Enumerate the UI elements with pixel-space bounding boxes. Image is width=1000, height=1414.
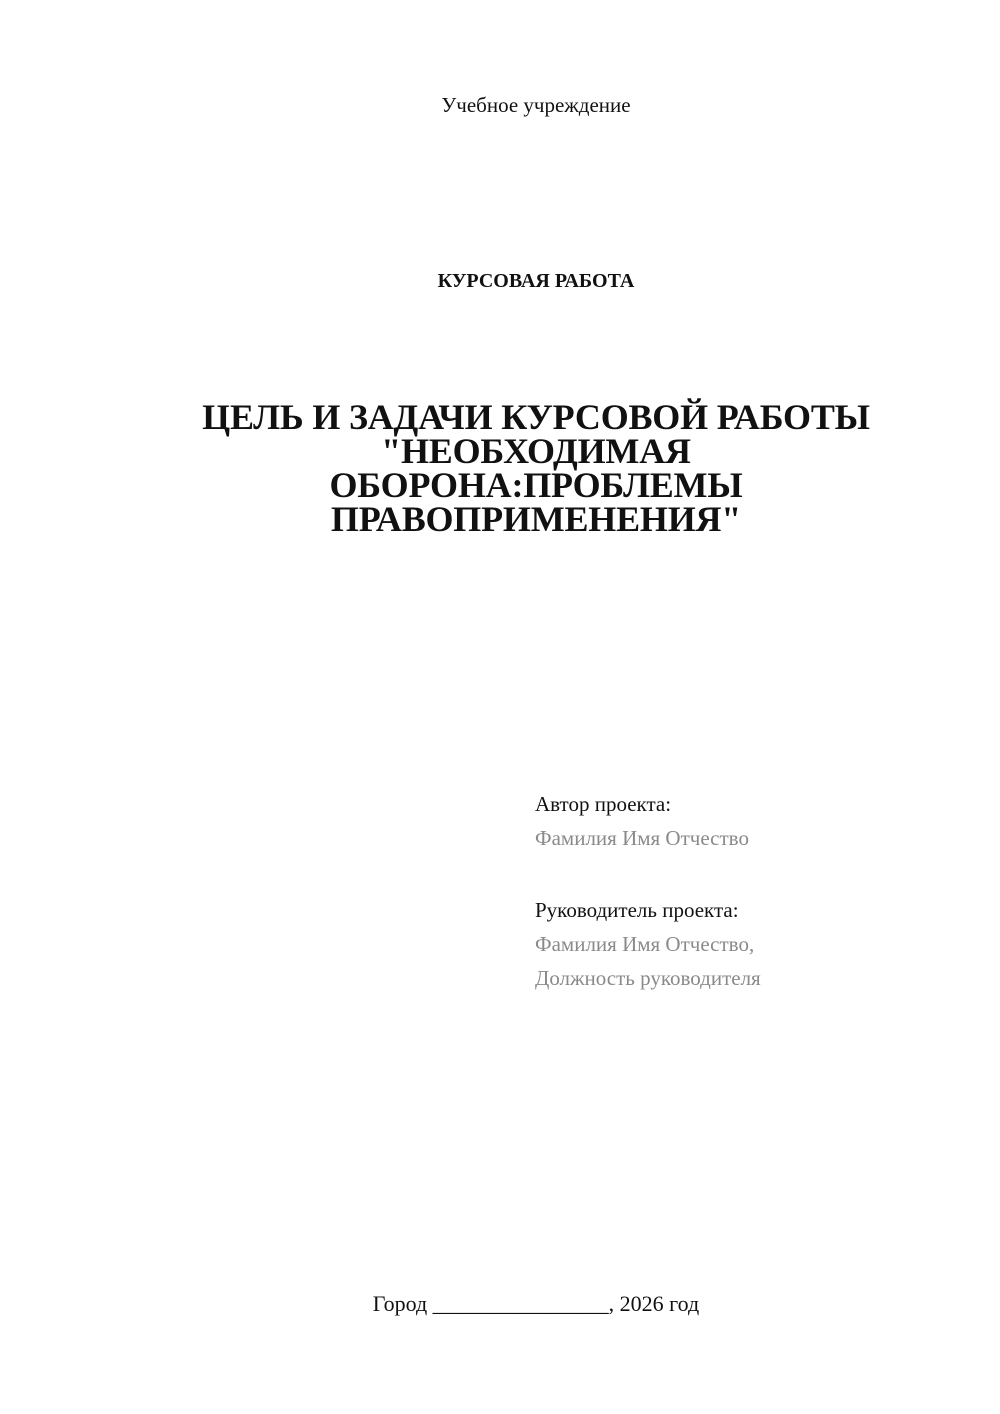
institution-name: Учебное учреждение xyxy=(441,93,631,117)
document-title xyxy=(160,397,912,539)
title-line: ОБОРОНА:ПРОБЛЕМЫ xyxy=(329,465,743,505)
supervisor-position: Должность руководителя xyxy=(535,966,761,990)
title-line: ПРАВОПРИМЕНЕНИЯ" xyxy=(330,499,742,539)
author-block xyxy=(535,787,955,855)
author-label: Автор проекта: xyxy=(535,792,672,816)
author-name: Фамилия Имя Отчество xyxy=(535,826,749,850)
supervisor-name: Фамилия Имя Отчество, xyxy=(535,932,755,956)
work-type-heading: КУРСОВАЯ РАБОТА xyxy=(437,270,635,292)
title-line: ЦЕЛЬ И ЗАДАЧИ КУРСОВОЙ РАБОТЫ xyxy=(202,397,870,437)
supervisor-block xyxy=(535,893,955,995)
title-line: "НЕОБХОДИМАЯ xyxy=(381,431,691,471)
city-year-footer: Город ________________, 2026 год xyxy=(372,1291,700,1316)
supervisor-label: Руководитель проекта: xyxy=(535,898,739,922)
